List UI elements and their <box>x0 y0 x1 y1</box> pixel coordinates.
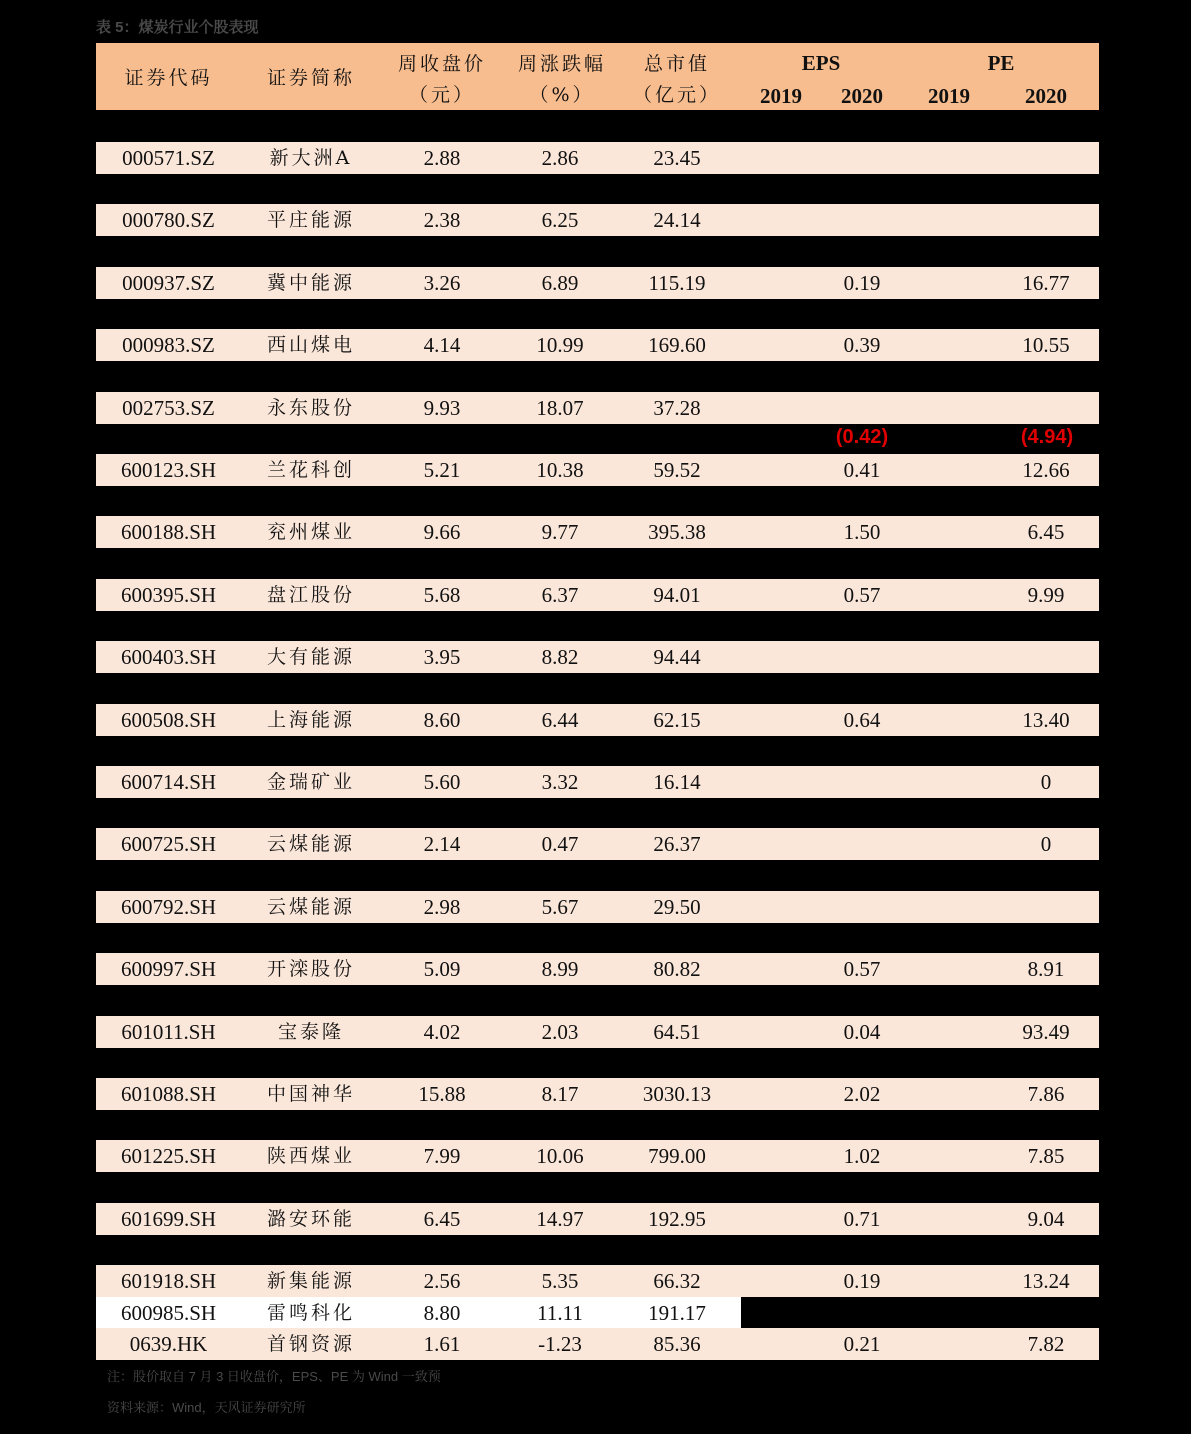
cell-mcap: 192.95 <box>648 1206 706 1231</box>
cell-change: 8.82 <box>541 645 579 670</box>
cell-name: 西山煤电 <box>266 334 355 357</box>
header-name: 证券简称 <box>266 67 355 89</box>
cell-price: 15.88 <box>418 1082 466 1106</box>
cell-mcap: 94.44 <box>653 645 701 670</box>
cell-name: 云煤能源 <box>266 895 355 918</box>
cell-price: 8.60 <box>423 707 461 732</box>
cell-code: 000571.SZ <box>122 146 215 170</box>
table-row <box>96 1016 1099 1048</box>
cell-name: 大有能源 <box>266 646 355 669</box>
cell-pe2019 <box>909 579 989 611</box>
cell-change: 6.37 <box>541 582 579 607</box>
cell-name: 云煤能源 <box>266 833 355 856</box>
cell-name: 兖州煤业 <box>266 521 355 544</box>
cell-code: 0639.HK <box>129 1332 208 1356</box>
table-row <box>96 392 1099 424</box>
cell-eps2020: 1.50 <box>843 520 881 545</box>
cell-pe2019 <box>909 953 989 985</box>
table-row <box>96 1203 1099 1235</box>
cell-mcap: 85.36 <box>653 1332 701 1356</box>
cell-pe2019 <box>909 1203 989 1235</box>
cell-change: 8.17 <box>541 1082 579 1106</box>
cell-price: 5.68 <box>423 582 461 607</box>
cell-change: 10.99 <box>536 333 584 358</box>
header-eps-2019: 2019 <box>760 84 802 108</box>
cell-eps2020 <box>802 828 922 860</box>
cell-mcap: 395.38 <box>648 520 706 545</box>
cell-code: 600123.SH <box>120 458 217 482</box>
cell-change: -1.23 <box>538 1332 582 1356</box>
cell-price: 7.99 <box>423 1144 461 1169</box>
cell-name: 首钢资源 <box>266 1333 355 1355</box>
cell-change: 2.86 <box>541 146 579 170</box>
cell-pe2019 <box>909 1297 989 1329</box>
cell-mcap: 3030.13 <box>642 1082 712 1106</box>
cell-code: 601088.SH <box>120 1082 217 1106</box>
cell-pe2020: 10.55 <box>1022 333 1070 358</box>
cell-pe2020 <box>986 1297 1106 1329</box>
cell-price: 4.02 <box>423 1019 461 1044</box>
cell-name: 雷鸣科化 <box>266 1302 355 1324</box>
cell-mcap: 24.14 <box>653 208 701 233</box>
cell-price: 2.88 <box>423 146 461 170</box>
table-row <box>96 1078 1099 1110</box>
table-row <box>96 1265 1099 1297</box>
cell-change: 5.35 <box>541 1269 579 1294</box>
cell-change: 9.77 <box>541 520 579 545</box>
header-pe-2019: 2019 <box>928 84 970 108</box>
cell-mcap: 29.50 <box>653 894 701 919</box>
cell-change: 11.11 <box>537 1301 583 1325</box>
cell-pe2019 <box>909 1078 989 1110</box>
cell-mcap: 94.01 <box>653 582 701 607</box>
cell-change: 6.44 <box>541 707 579 732</box>
cell-pe2019 <box>909 454 989 486</box>
table-row <box>96 1297 1099 1329</box>
cell-pe2020 <box>986 142 1106 174</box>
cell-name: 盘江股份 <box>266 583 355 606</box>
table-header <box>96 43 1099 110</box>
pe-2020-negative-value: (4.94) <box>1020 426 1074 448</box>
cell-pe2020: 8.91 <box>1027 957 1065 982</box>
cell-mcap: 62.15 <box>653 707 701 732</box>
header-code: 证券代码 <box>124 67 213 89</box>
cell-name: 冀中能源 <box>266 271 355 294</box>
table-row <box>96 516 1099 548</box>
cell-mcap: 66.32 <box>653 1269 701 1294</box>
cell-code: 600725.SH <box>120 832 217 857</box>
cell-pe2020: 13.24 <box>1022 1269 1070 1294</box>
cell-name: 陕西煤业 <box>266 1145 355 1168</box>
cell-price: 9.66 <box>423 520 461 545</box>
table-source: 资料来源：Wind，天风证券研究所 <box>107 1400 306 1415</box>
cell-code: 002753.SZ <box>122 395 215 420</box>
header-eps-2020: 2020 <box>841 84 883 108</box>
cell-eps2020: 0.39 <box>843 333 881 358</box>
cell-code: 000983.SZ <box>122 333 215 358</box>
cell-eps2020: 0.19 <box>843 1269 881 1294</box>
table-row <box>96 267 1099 299</box>
cell-price: 9.93 <box>423 395 461 420</box>
cell-price: 5.21 <box>423 458 461 482</box>
cell-pe2019 <box>909 392 989 424</box>
cell-price: 2.98 <box>423 894 461 919</box>
cell-name: 潞安环能 <box>266 1207 355 1230</box>
cell-mcap: 799.00 <box>648 1144 706 1169</box>
cell-price: 4.14 <box>423 333 461 358</box>
cell-name: 永东股份 <box>266 396 355 419</box>
cell-code: 000780.SZ <box>122 208 215 233</box>
cell-change: 10.38 <box>536 458 584 482</box>
table-row <box>96 766 1099 798</box>
table-row <box>96 329 1099 361</box>
header-price: 周收盘价 <box>397 53 486 75</box>
cell-pe2020: 7.86 <box>1027 1082 1065 1106</box>
cell-change: 10.06 <box>536 1144 584 1169</box>
cell-eps2020: 0.19 <box>843 270 881 295</box>
cell-mcap: 59.52 <box>653 458 701 482</box>
table-row <box>96 1140 1099 1172</box>
cell-pe2020 <box>986 392 1106 424</box>
cell-mcap: 64.51 <box>653 1019 701 1044</box>
cell-eps2020 <box>802 891 922 923</box>
cell-eps2020: 2.02 <box>843 1082 881 1106</box>
cell-change: 2.03 <box>541 1019 579 1044</box>
eps-2020-negative-value: (0.42) <box>835 426 889 448</box>
cell-name: 新大洲A <box>269 147 353 169</box>
table-note: 注：股价取自 7 月 3 日收盘价，EPS、PE 为 Wind 一致预 <box>107 1369 441 1384</box>
cell-pe2019 <box>909 516 989 548</box>
cell-mcap: 37.28 <box>653 395 701 420</box>
table-row <box>96 891 1099 923</box>
table-row <box>96 204 1099 236</box>
cell-change: 0.47 <box>541 832 579 857</box>
cell-pe2020: 7.82 <box>1027 1332 1065 1356</box>
cell-mcap: 16.14 <box>653 770 701 794</box>
cell-pe2019 <box>909 766 989 798</box>
cell-pe2019 <box>909 204 989 236</box>
cell-code: 601699.SH <box>120 1206 217 1231</box>
cell-eps2020: 0.57 <box>843 582 881 607</box>
cell-eps2020: 0.21 <box>843 1332 881 1356</box>
table-row <box>96 953 1099 985</box>
cell-eps2020 <box>802 142 922 174</box>
cell-eps2020 <box>802 204 922 236</box>
cell-pe2019 <box>909 828 989 860</box>
cell-eps2020: 0.41 <box>843 458 881 482</box>
cell-code: 600997.SH <box>120 957 217 982</box>
cell-price: 1.61 <box>423 1332 461 1356</box>
cell-pe2020: 7.85 <box>1027 1144 1065 1169</box>
table-row <box>96 579 1099 611</box>
cell-pe2020: 16.77 <box>1022 270 1070 295</box>
cell-eps2020 <box>802 766 922 798</box>
cell-code: 600395.SH <box>120 582 217 607</box>
cell-name: 开滦股份 <box>266 958 355 981</box>
cell-name: 新集能源 <box>266 1270 355 1293</box>
cell-pe2020: 93.49 <box>1022 1019 1070 1044</box>
header-mcap-unit: （亿元） <box>632 84 721 106</box>
cell-eps2020: 0.71 <box>843 1206 881 1231</box>
cell-pe2019 <box>909 1016 989 1048</box>
cell-eps2020: 0.57 <box>843 957 881 982</box>
cell-eps2020 <box>802 392 922 424</box>
cell-price: 5.09 <box>423 957 461 982</box>
cell-change: 8.99 <box>541 957 579 982</box>
table-row <box>96 704 1099 736</box>
cell-pe2019 <box>909 1265 989 1297</box>
cell-pe2020: 12.66 <box>1022 458 1070 482</box>
cell-mcap: 191.17 <box>648 1301 706 1325</box>
cell-price: 2.56 <box>423 1269 461 1294</box>
header-change: 周涨跌幅 <box>517 53 606 75</box>
cell-code: 601225.SH <box>120 1144 217 1169</box>
table-row <box>96 142 1099 174</box>
table-title: 表 5：煤炭行业个股表现 <box>96 19 259 36</box>
header-change-unit: （%） <box>529 84 595 106</box>
cell-change: 14.97 <box>536 1206 584 1231</box>
cell-price: 6.45 <box>423 1206 461 1231</box>
cell-mcap: 23.45 <box>653 146 701 170</box>
cell-price: 3.95 <box>423 645 461 670</box>
cell-pe2020: 9.99 <box>1027 582 1065 607</box>
cell-mcap: 115.19 <box>648 270 706 295</box>
cell-name: 中国神华 <box>266 1083 355 1105</box>
table-row <box>96 828 1099 860</box>
cell-pe2019 <box>909 704 989 736</box>
cell-change: 3.32 <box>541 770 579 794</box>
cell-code: 601918.SH <box>120 1269 217 1294</box>
cell-pe2019 <box>909 329 989 361</box>
cell-eps2020 <box>802 1297 922 1329</box>
cell-name: 金瑞矿业 <box>266 771 355 793</box>
cell-pe2020: 9.04 <box>1027 1206 1065 1231</box>
cell-eps2020: 0.04 <box>843 1019 881 1044</box>
cell-pe2019 <box>909 142 989 174</box>
cell-pe2020: 6.45 <box>1027 520 1065 545</box>
cell-pe2019 <box>909 267 989 299</box>
cell-code: 600792.SH <box>120 894 217 919</box>
cell-pe2020: 13.40 <box>1022 707 1070 732</box>
header-eps: EPS <box>801 51 841 75</box>
cell-change: 5.67 <box>541 894 579 919</box>
cell-pe2020 <box>986 641 1106 673</box>
cell-mcap: 26.37 <box>653 832 701 857</box>
cell-code: 601011.SH <box>121 1019 216 1044</box>
cell-mcap: 169.60 <box>648 333 706 358</box>
cell-price: 3.26 <box>423 270 461 295</box>
header-mcap: 总市值 <box>643 53 710 75</box>
cell-pe2020 <box>986 204 1106 236</box>
cell-change: 6.25 <box>541 208 579 233</box>
table-row <box>96 454 1099 486</box>
header-price-unit: （元） <box>408 84 475 106</box>
header-pe-2020: 2020 <box>1025 84 1067 108</box>
cell-code: 600403.SH <box>120 645 217 670</box>
cell-code: 600985.SH <box>120 1301 217 1325</box>
cell-pe2019 <box>909 891 989 923</box>
cell-price: 8.80 <box>423 1301 461 1325</box>
cell-change: 18.07 <box>536 395 584 420</box>
cell-name: 宝泰隆 <box>277 1020 344 1043</box>
cell-price: 2.38 <box>423 208 461 233</box>
cell-code: 600508.SH <box>120 707 217 732</box>
cell-pe2020 <box>986 891 1106 923</box>
cell-price: 2.14 <box>423 832 461 857</box>
cell-price: 5.60 <box>423 770 461 794</box>
header-pe: PE <box>987 51 1015 75</box>
cell-pe2020: 0 <box>1040 832 1052 857</box>
table-row <box>96 1328 1099 1360</box>
cell-name: 上海能源 <box>266 708 355 731</box>
cell-pe2019 <box>909 1328 989 1360</box>
cell-eps2020: 1.02 <box>843 1144 881 1169</box>
table-row <box>96 641 1099 673</box>
cell-name: 平庄能源 <box>266 209 355 232</box>
cell-eps2020 <box>802 641 922 673</box>
cell-eps2020: 0.64 <box>843 707 881 732</box>
cell-code: 600714.SH <box>120 770 217 794</box>
cell-pe2020: 0 <box>1040 770 1052 794</box>
cell-name: 兰花科创 <box>266 459 355 481</box>
cell-pe2019 <box>909 1140 989 1172</box>
cell-mcap: 80.82 <box>653 957 701 982</box>
cell-pe2019 <box>909 641 989 673</box>
cell-code: 600188.SH <box>120 520 217 545</box>
cell-code: 000937.SZ <box>122 270 215 295</box>
cell-change: 6.89 <box>541 270 579 295</box>
